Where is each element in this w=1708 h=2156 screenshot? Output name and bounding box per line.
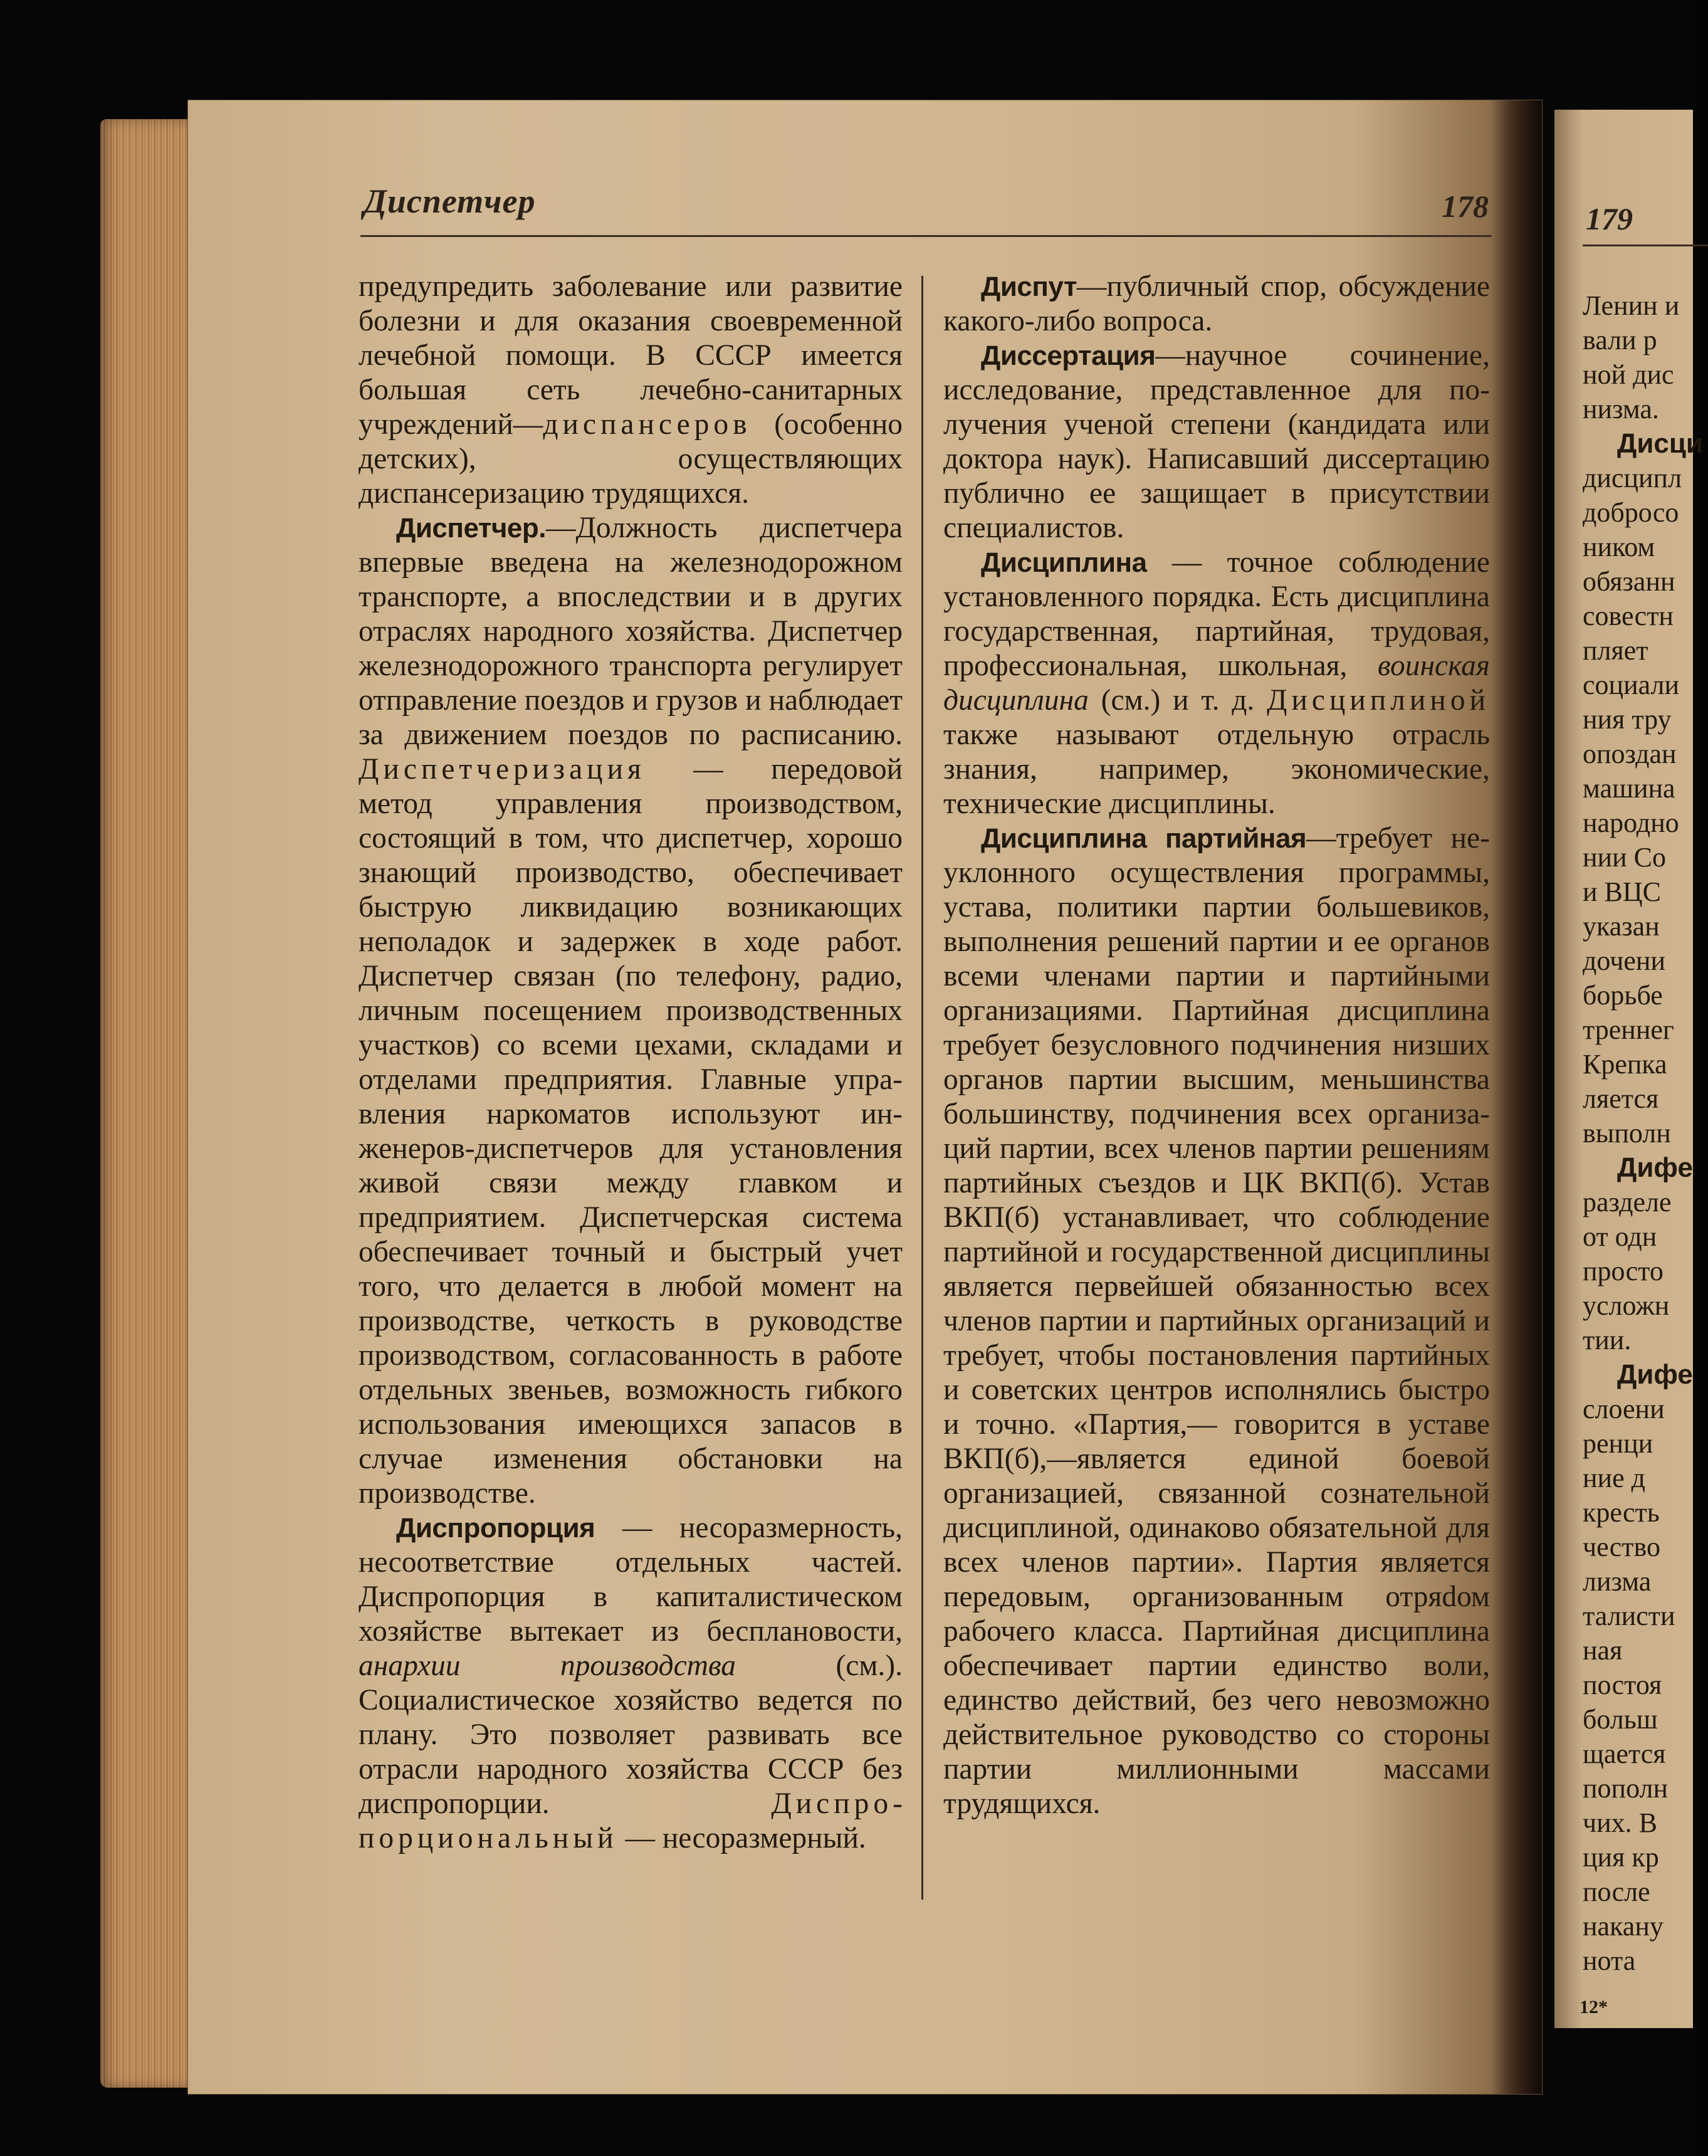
text-run: также называют отдельную отрасль знания, например, экономические, технические дисциплины. <box>943 718 1490 820</box>
text-line: совестн <box>1583 601 1674 631</box>
text-run: (см.) и т. д. <box>1088 684 1267 717</box>
text-line: просто <box>1583 1256 1663 1286</box>
text-line: и ВЦС <box>1583 876 1662 907</box>
text-run: —требует неуклонного осуществления программы, устава, политики партии большевиков, выполнения решений партии и ее органов всеми членами партии и партийными организациями. Партийная дисциплина требует безусловного подчинения низших органов партии высшим, меньшинства большинству, подчинения всех организаций партии, всех членов партии решениям партийных съездов и ЦК ВКП(б). Устав ВКП(б) устанавливает, что соблюдение партийной и государственной дисциплины является первейшей обязанностью всех членов партии и партийных организаций и требует, чтобы постановления партийных и советских центров исполнялись быстро и точно. «Партия,— говорится в уставе ВКП(б),—является единой боевой организацией, связанной сознательной дисциплиной, одинаково обязательной для всех членов партии». Партия является передовым, организованным отряdом рабочего класса. Партийная дисциплина обеспечивает партии единство воли, единство действий, без чего невозможно действительное руководство со стороны партии миллионными массами трудящихся. <box>943 822 1490 1820</box>
paragraph <box>359 1511 903 1856</box>
right-page-text-fragment <box>1583 288 1703 1978</box>
text-line: постоя <box>1583 1670 1662 1700</box>
text-line: Дифе <box>1617 1359 1693 1390</box>
text-line: ником <box>1583 532 1655 562</box>
text-run: — несоразмерность, несоответствие отдельных частей. Диспропорция в капиталистическом хозяйстве вытекает из бесплановости, <box>359 1512 903 1648</box>
text-line: выполн <box>1583 1118 1671 1149</box>
text-run: — несоразмерный. <box>617 1822 866 1854</box>
text-line: дисципл <box>1583 463 1682 493</box>
text-line: опоздан <box>1583 739 1677 769</box>
book-gutter <box>1492 100 1542 2094</box>
text-run: Дисциплиной <box>1267 684 1490 717</box>
entry-term: Дисциплина партийная <box>981 823 1307 854</box>
text-line: тии. <box>1583 1325 1632 1355</box>
text-line: машина <box>1583 773 1675 804</box>
text-line: вали р <box>1583 325 1657 355</box>
text-line: чих. В <box>1583 1807 1658 1838</box>
text-line: ная <box>1583 1635 1623 1666</box>
right-header-rule <box>1583 245 1708 246</box>
text-line: низма. <box>1583 394 1659 424</box>
left-text-column <box>359 270 903 1856</box>
text-line: щается <box>1583 1738 1666 1769</box>
text-run: —Должность диспетчера впервые введена на железнодорожном транспорте, а впоследствии и в других отраслях народного хозяйства. Диспетчер железнодорожного транспорта регулирует отправление поездов и грузов и наблюдает за движением поездов по расписанию. <box>359 512 903 751</box>
paragraph <box>943 339 1490 545</box>
text-line: Крепка <box>1583 1049 1667 1080</box>
text-line: дочени <box>1583 945 1665 976</box>
paragraph <box>943 545 1490 821</box>
text-run: (особенно детских), осуществляющих диспансеризацию трудящихся. <box>359 408 903 510</box>
text-run: — точное соблюдение установленного порядка. Есть дисциплина государственная, партийная, трудовая, профессиональная, школьная, <box>943 546 1490 682</box>
text-line: нота <box>1583 1945 1636 1976</box>
header-rule <box>360 235 1492 237</box>
text-line: ляется <box>1583 1083 1659 1114</box>
paragraph <box>943 270 1490 339</box>
text-line: разделе <box>1583 1187 1672 1217</box>
text-line: от одн <box>1583 1221 1657 1252</box>
text-line: обязанн <box>1583 566 1675 597</box>
text-line: ция кр <box>1583 1842 1659 1873</box>
page-edges <box>100 119 194 2088</box>
text-run: диспансеров <box>543 408 752 441</box>
text-line: чество <box>1583 1532 1660 1562</box>
text-run: Диспропорциональный <box>359 1787 903 1854</box>
entry-term: Дисциплина <box>981 547 1147 578</box>
page-number: 178 <box>1442 189 1489 224</box>
text-line: талисти <box>1583 1601 1675 1631</box>
text-line: Дисци <box>1617 428 1703 459</box>
text-line: треннег <box>1583 1014 1674 1045</box>
text-line: ной дис <box>1583 359 1674 390</box>
signature-mark: 12* <box>1580 1997 1608 2017</box>
running-title: Диспетчер <box>364 182 536 220</box>
entry-term: Диспут <box>981 271 1077 302</box>
text-line: социали <box>1583 670 1680 700</box>
text-line: указан <box>1583 911 1660 942</box>
entry-term: Диспетчер. <box>396 513 546 544</box>
right-page <box>1554 110 1703 2028</box>
entry-term: Диссертация <box>981 340 1156 371</box>
text-line: борьбе <box>1583 980 1663 1011</box>
paragraph <box>943 821 1490 1821</box>
text-run: (см.). Социалистическое хозяйство ведется по плану. Это позволяет развивать все отрасли народного хозяйства СССР без диспропорции. <box>359 1649 903 1820</box>
text-line: пляет <box>1583 635 1648 666</box>
text-run: предупредить заболевание или развитие болезни и для оказания своевременной лечебной помощи. В СССР имеется большая сеть лечебно-санитарных учреждений— <box>359 270 903 441</box>
cross-reference: анархии производства <box>359 1649 736 1682</box>
column-divider <box>921 276 923 1900</box>
text-line: добросо <box>1583 497 1679 528</box>
text-run: — передовой метод управления производством, состоящий в том, что диспетчер, хорошо знающий производство, обеспечивает быструю ликвидацию возникающих неполадок и задержек в ходе работ. Диспетчер связан (по телефону, радио, личным посещением производственных участков) со всеми цехами, складами и отделами предприятия. Главные управления наркоматов используют инженеров-диспетчеров для установления живой связи между главком и предприятием. Диспетчерская система обеспечивает точный и быстрый учет того, что делается в любой момент на производстве, четкость в руководстве производством, согласованность в работе отдельных звеньев, возможность гибкого использования имеющихся запасов в случае изменения обстановки на производстве. <box>359 753 903 1510</box>
text-line: нии Со <box>1583 842 1666 873</box>
text-line: после <box>1583 1876 1650 1907</box>
text-run: Диспетчеризация <box>359 753 646 786</box>
paragraph <box>359 511 903 1511</box>
text-line: Ленин и <box>1583 290 1680 321</box>
text-line: больш <box>1583 1704 1658 1735</box>
text-line: ренци <box>1583 1428 1653 1459</box>
right-text-column <box>943 270 1490 1821</box>
cross-reference: воинская дисциплина <box>943 649 1490 717</box>
right-page-number: 179 <box>1586 201 1633 236</box>
text-line: кресть <box>1583 1497 1660 1528</box>
text-line: слоени <box>1583 1394 1665 1424</box>
entry-term: Диспропорция <box>396 1513 595 1543</box>
text-line: накану <box>1583 1911 1663 1942</box>
text-line: усложн <box>1583 1290 1670 1321</box>
text-line: лизма <box>1583 1566 1652 1597</box>
text-run: —публичный спор, обсуждение какого-либо вопроса. <box>943 270 1490 337</box>
text-line: народно <box>1583 807 1679 838</box>
text-line: пополн <box>1583 1773 1669 1804</box>
text-line: ние д <box>1583 1463 1646 1493</box>
paragraph <box>359 270 903 511</box>
text-line: ния тру <box>1583 704 1672 735</box>
text-run: —научное сочинение, исследование, представленное для получения ученой степени (кандидата или доктора наук). Написавший диссертацию публично ее защищает в присутствии специалистов. <box>943 339 1490 544</box>
text-line: Дифе <box>1617 1152 1693 1183</box>
